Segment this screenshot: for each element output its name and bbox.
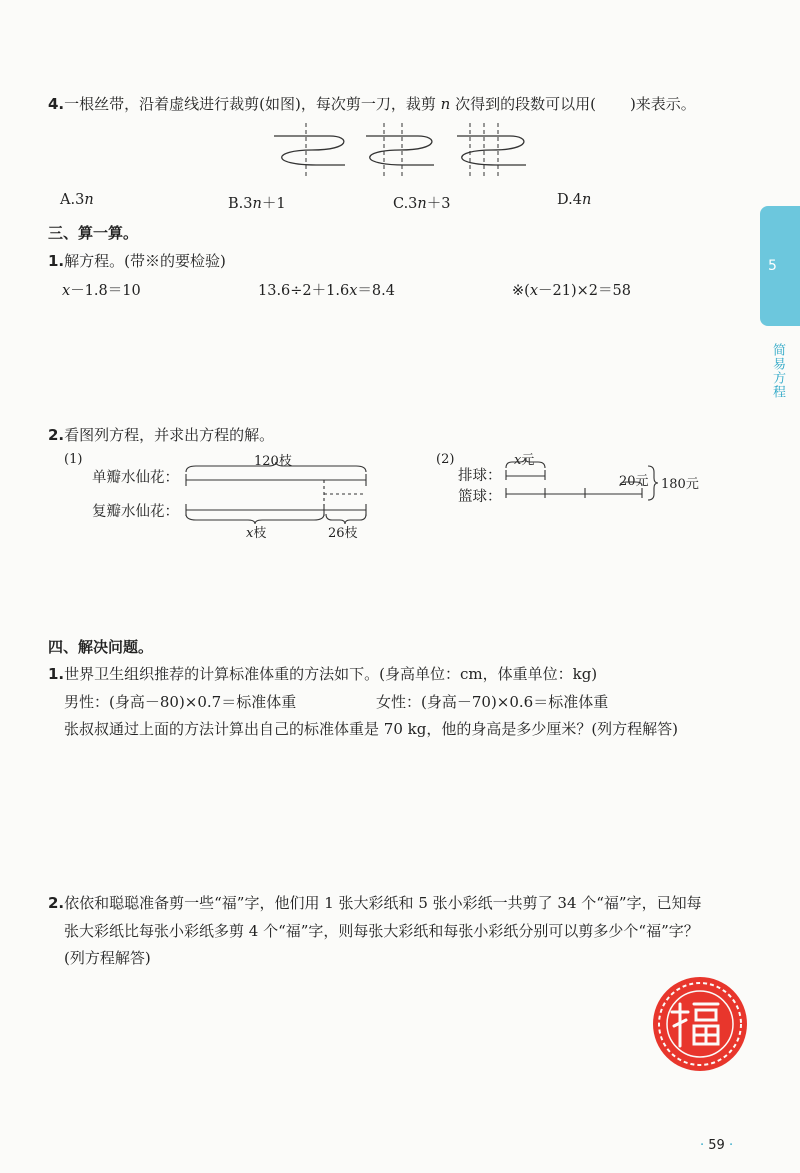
option-b[interactable]: B.3n＋1 [228,196,286,212]
section-3-title: 三、算一算。 [48,224,139,242]
diagram-2-extra: 20元 [619,474,649,489]
page-number: · 59 · [700,1138,734,1153]
formula-male: 男性：(身高－80)×0.7＝标准体重 [64,693,297,711]
diagram-2-row2: 篮球： [458,489,502,505]
diagram-1-row2: 复瓣水仙花： [92,504,179,520]
question-text-b: 次得到的段数可以用( [455,95,596,113]
question-text-a: 一根丝带，沿着虚线进行裁剪(如图)，每次剪一刀，裁剪 [64,95,436,113]
diagram-1-extra: 26枝 [328,526,358,541]
diagram-2-label: (2) [436,452,455,467]
diagram-2-x-label: x元 [514,453,535,468]
s3-question-2: 2.看图列方程，并求出方程的解。 [48,426,275,444]
s3-question-1: 1.解方程。(带※的要检验) [48,252,226,270]
option-a[interactable]: A.3n [60,192,94,208]
s4-q2-line2: 张大彩纸比每张小彩纸多剪 4 个“福”字，则每张大彩纸和每张小彩纸分别可以剪多少个“福”字？ [64,922,699,940]
s4-q2-line3: (列方程解答) [64,949,151,967]
equation-2: 13.6÷2＋1.6x＝8.4 [258,283,395,299]
option-c[interactable]: C.3n＋3 [393,196,451,212]
chapter-tab-number: 5 [768,258,777,274]
diagram-1-row1: 单瓣水仙花： [92,470,179,486]
equation-1: x－1.8＝10 [62,283,141,299]
diagram-1-label: (1) [64,452,83,467]
diagram-1-top-value: 120枝 [254,454,292,469]
s4-question-1: 1.世界卫生组织推荐的计算标准体重的方法如下。(身高单位：cm，体重单位：kg) [48,665,598,683]
variable-n: n [440,95,451,113]
question-number: 4. [48,95,65,113]
s4-q1-question: 张叔叔通过上面的方法计算出自己的标准体重是 70 kg，他的身高是多少厘米？(列方程解答) [64,720,679,738]
chapter-tab-label: 简易方程 [770,343,785,399]
s4-question-2: 2.依依和聪聪准备剪一些“福”字，他们用 1 张大彩纸和 5 张小彩纸一共剪了 34 个“福”字，已知每 [48,894,702,912]
equation-3: ※(x－21)×2＝58 [512,283,631,299]
diagram-2-total: 180元 [661,477,699,492]
section-4-title: 四、解决问题。 [48,638,154,656]
question-text-c: )来表示。 [629,95,696,113]
diagram-1-x-label: x枝 [246,526,267,541]
option-d[interactable]: D.4n [557,192,592,208]
formula-female: 女性：(身高－70)×0.6＝标准体重 [376,693,609,711]
chapter-tab[interactable] [760,206,800,326]
diagram-2-row1: 排球： [458,468,502,484]
